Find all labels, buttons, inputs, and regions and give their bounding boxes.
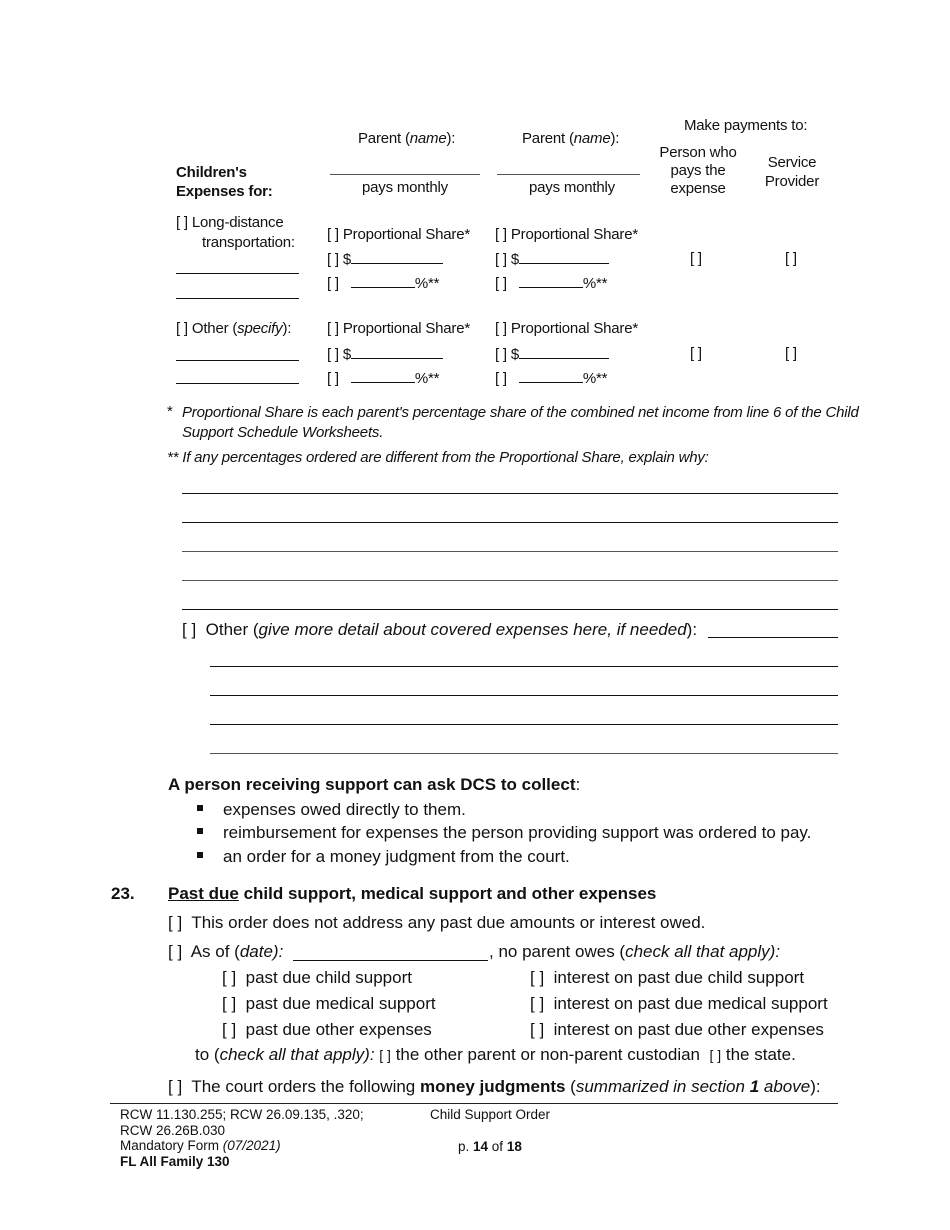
other-detail-pre: Other ( xyxy=(205,620,259,639)
expense-text: expense xyxy=(670,180,726,197)
past-due-other-expenses-option[interactable] xyxy=(222,1020,432,1040)
footer-rcw-1: RCW 11.130.255; RCW 26.09.135, .320; xyxy=(120,1107,364,1122)
percent-label: %** xyxy=(582,275,608,292)
section-title-rest: child support, medical support and other expenses xyxy=(238,884,657,903)
row2-parent1-dollar[interactable] xyxy=(327,344,443,363)
person-who-text: Person who xyxy=(659,144,737,161)
checkbox[interactable]: [ ] xyxy=(222,968,237,987)
other-specify-blank-2[interactable] xyxy=(176,383,299,384)
past-due-child-support-option[interactable] xyxy=(222,968,412,988)
dollar-amount-field[interactable] xyxy=(351,249,443,264)
explain-line-1[interactable] xyxy=(182,493,838,494)
court-close-paren: ): xyxy=(810,1077,821,1096)
as-of-mid: ): xyxy=(272,942,284,961)
parent-label-close: ): xyxy=(446,130,456,147)
percent-field[interactable] xyxy=(519,273,583,288)
footer-left xyxy=(120,1107,364,1169)
children-expenses-header xyxy=(176,163,273,201)
footer-page-number xyxy=(458,1139,522,1154)
row1-parent2-percent[interactable] xyxy=(495,273,607,292)
other-parent-label: the other parent or non-parent custodian xyxy=(395,1045,701,1064)
option-label: past due child support xyxy=(245,968,412,987)
other-pre: [ ] Other ( xyxy=(176,320,238,337)
provider-text: Provider xyxy=(764,173,820,190)
transportation-label: transportation: xyxy=(202,234,295,251)
no-parent-owes-close: ): xyxy=(769,942,781,961)
court-pre: The court orders the following xyxy=(191,1077,420,1096)
owed-to-line xyxy=(195,1045,796,1065)
page-of: of xyxy=(488,1139,507,1154)
dcs-item-2: reimbursement for expenses the person providing support was ordered to pay. xyxy=(223,823,812,842)
other-detail-line-2[interactable] xyxy=(210,695,838,696)
section-23-number: 23. xyxy=(111,884,135,903)
service-provider-header xyxy=(752,153,832,191)
other-detail-inline-blank[interactable] xyxy=(708,637,838,638)
percent-label: %** xyxy=(582,370,608,387)
parent-label: Parent ( xyxy=(358,130,410,147)
to-italic: check all that apply xyxy=(219,1045,365,1064)
other-detail-option[interactable] xyxy=(182,620,697,640)
as-of-date-option[interactable] xyxy=(168,942,283,962)
parent1-header xyxy=(358,130,455,147)
row2-parent2-proportional-share[interactable]: [ ] Proportional Share* xyxy=(495,320,638,337)
proportional-share-footnote xyxy=(182,403,859,443)
bullet-icon xyxy=(197,828,203,834)
long-distance-checkbox-label[interactable]: [ ] Long-distance xyxy=(176,214,284,231)
money-judgments-bold: money judgments xyxy=(419,1077,566,1096)
dollar-amount-field[interactable] xyxy=(519,249,609,264)
interest-child-support-option[interactable] xyxy=(530,968,804,988)
other-detail-checkbox[interactable]: [ ] xyxy=(182,620,197,639)
past-due-underlined: Past due xyxy=(168,884,239,903)
parent-name-italic: name xyxy=(573,130,611,147)
mandatory-date: (07/2021) xyxy=(222,1138,281,1153)
dollar-amount-field[interactable] xyxy=(351,344,443,359)
footer-doc-title: Child Support Order xyxy=(430,1107,551,1122)
parent-label-close: ): xyxy=(610,130,620,147)
parent1-name-line[interactable] xyxy=(330,174,480,175)
footer-form-id: FL All Family 130 xyxy=(120,1153,230,1169)
expenses-for-text: Expenses for: xyxy=(176,183,273,200)
option-label: interest on past due child support xyxy=(553,968,805,987)
other-detail-line-1[interactable] xyxy=(210,666,838,667)
option-label: past due medical support xyxy=(245,994,436,1013)
other-detail-italic: give more detail about covered expenses here, if needed xyxy=(258,620,687,639)
footnote-line-2: Support Schedule Worksheets. xyxy=(182,424,384,441)
footer-mandatory-form xyxy=(120,1138,364,1154)
row1-provider-checkbox[interactable]: [ ] xyxy=(785,250,797,267)
footer-divider xyxy=(110,1103,838,1104)
percent-field[interactable] xyxy=(351,368,415,383)
bullet-icon xyxy=(197,852,203,858)
dcs-heading xyxy=(168,775,580,795)
page-prefix: p. xyxy=(458,1139,474,1154)
dollar-amount-field[interactable] xyxy=(519,344,609,359)
checkbox[interactable]: [ ] xyxy=(530,968,545,987)
option-label: past due other expenses xyxy=(245,1020,432,1039)
no-past-due-option[interactable] xyxy=(168,913,705,933)
explain-line-3[interactable] xyxy=(182,551,838,552)
percent-checkbox[interactable]: [ ] xyxy=(327,275,339,292)
footer-rcw-2: RCW 26.26B.030 xyxy=(120,1122,226,1138)
make-payments-to-header: Make payments to: xyxy=(684,117,808,134)
page-total: 18 xyxy=(506,1139,522,1154)
dcs-heading-colon: : xyxy=(575,775,581,794)
specify-italic: specify xyxy=(237,320,283,337)
row1-parent1-percent[interactable] xyxy=(327,273,439,292)
row2-provider-checkbox[interactable]: [ ] xyxy=(785,345,797,362)
row2-person-checkbox[interactable]: [ ] xyxy=(690,345,702,362)
row2-parent2-dollar[interactable] xyxy=(495,344,609,363)
mandatory-label: Mandatory Form xyxy=(120,1138,223,1153)
section-23-title xyxy=(168,884,656,904)
checkbox[interactable]: [ ] xyxy=(222,1020,237,1039)
date-italic: date xyxy=(239,942,273,961)
parent2-name-line[interactable] xyxy=(497,174,640,175)
parent2-header xyxy=(522,130,619,147)
court-section-number: 1 xyxy=(749,1077,760,1096)
dollar-label: [ ] $ xyxy=(495,346,520,363)
percentage-difference-footnote: ** If any percentages ordered are different from the Proportional Share, explain why: xyxy=(167,449,709,466)
percent-label: %** xyxy=(414,370,440,387)
to-pre: to ( xyxy=(195,1045,220,1064)
checkbox[interactable]: [ ] xyxy=(222,994,237,1013)
court-mid: ( xyxy=(565,1077,576,1096)
dollar-label: [ ] $ xyxy=(327,251,352,268)
interest-other-expenses-option[interactable] xyxy=(530,1020,824,1040)
bullet-icon xyxy=(197,805,203,811)
other-specify-blank-1[interactable] xyxy=(176,360,299,361)
parent-name-italic: name xyxy=(409,130,447,147)
checkbox[interactable]: [ ] xyxy=(530,994,545,1013)
other-detail-line-4[interactable] xyxy=(210,753,838,754)
to-close: ): xyxy=(364,1045,375,1064)
percent-field[interactable] xyxy=(351,273,415,288)
court-italic-1: summarized in section xyxy=(575,1077,750,1096)
state-checkbox[interactable]: [ ] xyxy=(709,1047,722,1063)
other-parent-checkbox[interactable]: [ ] xyxy=(379,1047,391,1063)
money-judgments-option[interactable] xyxy=(168,1077,821,1097)
children-text: Children's xyxy=(176,164,247,181)
long-distance-blank-2[interactable] xyxy=(176,298,299,299)
explain-line-5[interactable] xyxy=(182,609,838,610)
dcs-item-1: expenses owed directly to them. xyxy=(223,800,466,819)
explain-line-2[interactable] xyxy=(182,522,838,523)
person-who-pays-header xyxy=(650,144,746,198)
service-text: Service xyxy=(767,154,817,171)
percent-checkbox[interactable]: [ ] xyxy=(495,275,507,292)
court-italic-2: above xyxy=(759,1077,811,1096)
other-specify-checkbox-label[interactable] xyxy=(176,320,291,337)
row2-parent1-proportional-share[interactable]: [ ] Proportional Share* xyxy=(327,320,470,337)
parent1-pays-monthly: pays monthly xyxy=(362,179,448,196)
checkbox[interactable]: [ ] xyxy=(168,1077,183,1096)
page-num: 14 xyxy=(473,1139,489,1154)
row2-parent1-percent[interactable] xyxy=(327,368,439,387)
dollar-label: [ ] $ xyxy=(495,251,520,268)
row1-parent2-proportional-share[interactable]: [ ] Proportional Share* xyxy=(495,226,638,243)
dcs-heading-bold: A person receiving support can ask DCS to collect xyxy=(168,775,576,794)
checkbox[interactable]: [ ] xyxy=(168,913,183,932)
as-of-date-field[interactable] xyxy=(293,960,488,961)
checkbox[interactable]: [ ] xyxy=(530,1020,545,1039)
percent-checkbox[interactable]: [ ] xyxy=(327,370,339,387)
pays-the-text: pays the xyxy=(670,162,726,179)
other-post: ): xyxy=(282,320,292,337)
proportional-share-footnote-mark: * xyxy=(167,403,173,420)
percent-field[interactable] xyxy=(519,368,583,383)
row1-parent2-dollar[interactable] xyxy=(495,249,609,268)
check-all-italic: check all that apply xyxy=(625,942,770,961)
parent2-pays-monthly: pays monthly xyxy=(529,179,615,196)
percent-label: %** xyxy=(414,275,440,292)
row1-parent1-proportional-share[interactable]: [ ] Proportional Share* xyxy=(327,226,470,243)
option-label: interest on past due medical support xyxy=(553,994,828,1013)
long-distance-blank-1[interactable] xyxy=(176,273,299,274)
row1-person-checkbox[interactable]: [ ] xyxy=(690,250,702,267)
footnote-line-1: Proportional Share is each parent's percentage share of the combined net income from line 6 of the Child xyxy=(182,404,859,421)
checkbox[interactable]: [ ] xyxy=(168,942,183,961)
past-due-medical-support-option[interactable] xyxy=(222,994,436,1014)
no-parent-owes-pre: , no parent owes ( xyxy=(489,942,626,961)
row1-parent1-dollar[interactable] xyxy=(327,249,443,268)
state-label: the state. xyxy=(725,1045,796,1064)
interest-medical-support-option[interactable] xyxy=(530,994,828,1014)
parent-label: Parent ( xyxy=(522,130,574,147)
no-parent-owes-text xyxy=(489,942,780,962)
dollar-label: [ ] $ xyxy=(327,346,352,363)
percent-checkbox[interactable]: [ ] xyxy=(495,370,507,387)
other-detail-line-3[interactable] xyxy=(210,724,838,725)
other-detail-post: ): xyxy=(686,620,698,639)
dcs-item-3: an order for a money judgment from the court. xyxy=(223,847,570,866)
no-past-due-text: This order does not address any past due amounts or interest owed. xyxy=(191,913,706,932)
option-label: interest on past due other expenses xyxy=(553,1020,824,1039)
explain-line-4[interactable] xyxy=(182,580,838,581)
as-of-pre: As of ( xyxy=(190,942,240,961)
row2-parent2-percent[interactable] xyxy=(495,368,607,387)
